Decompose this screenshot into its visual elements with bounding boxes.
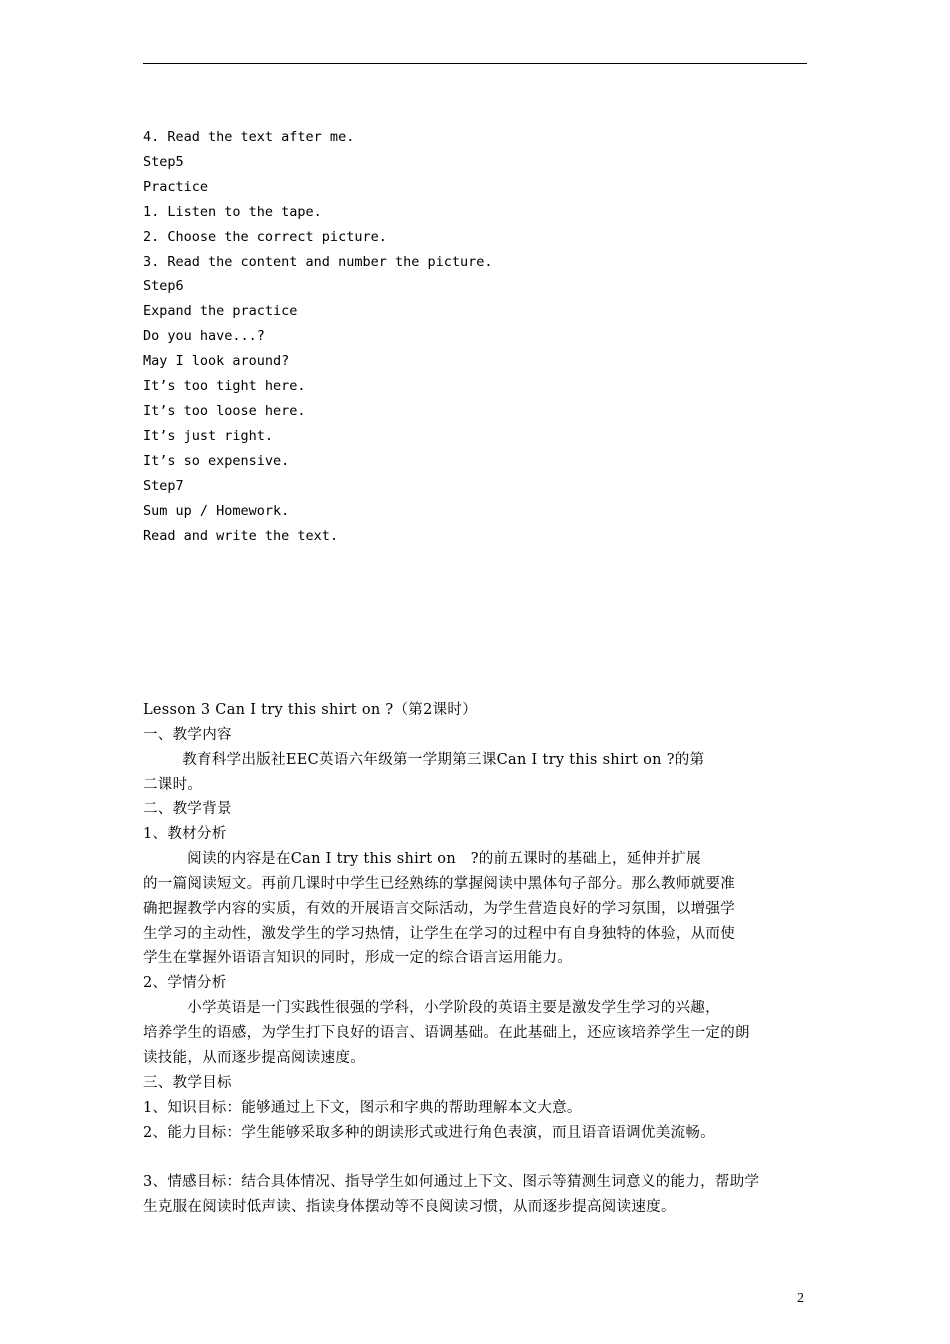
section-heading: 三、教学目标 <box>143 1075 232 1091</box>
subsection-heading: 1、教材分析 <box>143 826 227 842</box>
paragraph-line: 小学英语是一门实践性很强的学科，小学阶段的英语主要是激发学生学习的兴趣， <box>143 1000 720 1016</box>
header-rule <box>143 63 807 64</box>
text-line: Expand the practice <box>143 303 298 319</box>
text-line: 2. Choose the correct picture. <box>143 229 387 245</box>
text-line: It’s so expensive. <box>143 453 290 469</box>
paragraph-line: 确把握教学内容的实质，有效的开展语言交际活动，为学生营造良好的学习氛围，以增强学 <box>143 901 735 917</box>
lesson-title: Lesson 3 Can I try this shirt on ?（第2课时） <box>143 702 478 718</box>
text-line: 4. Read the text after me. <box>143 129 355 145</box>
text-line: 3. Read the content and number the picture. <box>143 254 493 270</box>
paragraph-line: 生学习的主动性，激发学生的学习热情，让学生在学习的过程中有自身独特的体验，从而使 <box>143 926 735 942</box>
text-line: Read and write the text. <box>143 528 339 544</box>
text-line: It’s just right. <box>143 428 274 444</box>
text-line: Do you have...? <box>143 328 265 344</box>
goal-line: 2、能力目标：学生能够采取多种的朗读形式或进行角色表演，而且语音语调优美流畅。 <box>143 1125 715 1141</box>
goal-line: 3、情感目标：结合具体情况、指导学生如何通过上下文、图示等猜测生词意义的能力，帮助学 <box>143 1174 760 1190</box>
text-line: It’s too tight here. <box>143 378 306 394</box>
section-heading: 一、教学内容 <box>143 727 232 743</box>
paragraph-line: 培养学生的语感，为学生打下良好的语言、语调基础。在此基础上，还应该培养学生一定的朗 <box>143 1025 750 1041</box>
text-line: May I look around? <box>143 353 290 369</box>
text-line: Step6 <box>143 278 184 294</box>
paragraph-line: 二课时。 <box>143 777 203 793</box>
text-line: Step7 <box>143 478 184 494</box>
paragraph-line: 阅读的内容是在Can I try this shirt on ?的前五课时的基础上，延伸并扩展 <box>143 851 701 867</box>
goal-line: 1、知识目标：能够通过上下文，图示和字典的帮助理解本文大意。 <box>143 1100 582 1116</box>
text-line: Sum up / Homework. <box>143 503 290 519</box>
section-heading: 二、教学背景 <box>143 801 232 817</box>
goal-line: 生克服在阅读时低声读、指读身体摆动等不良阅读习惯，从而逐步提高阅读速度。 <box>143 1199 676 1215</box>
paragraph-line: 读技能，从而逐步提高阅读速度。 <box>143 1050 365 1066</box>
text-line: Step5 <box>143 154 184 170</box>
paragraph-line: 的一篇阅读短文。再前几课时中学生已经熟练的掌握阅读中黑体句子部分。那么教师就要准 <box>143 876 735 892</box>
text-line: Practice <box>143 179 209 195</box>
paragraph-line: 学生在掌握外语语言知识的同时，形成一定的综合语言运用能力。 <box>143 950 573 966</box>
paragraph-line: 教育科学出版社EEC英语六年级第一学期第三课Can I try this shirt on ?的第 <box>143 752 705 768</box>
subsection-heading: 2、学情分析 <box>143 975 227 991</box>
page-number: 2 <box>797 1291 804 1306</box>
text-line: It’s too loose here. <box>143 403 306 419</box>
text-line: 1. Listen to the tape. <box>143 204 322 220</box>
